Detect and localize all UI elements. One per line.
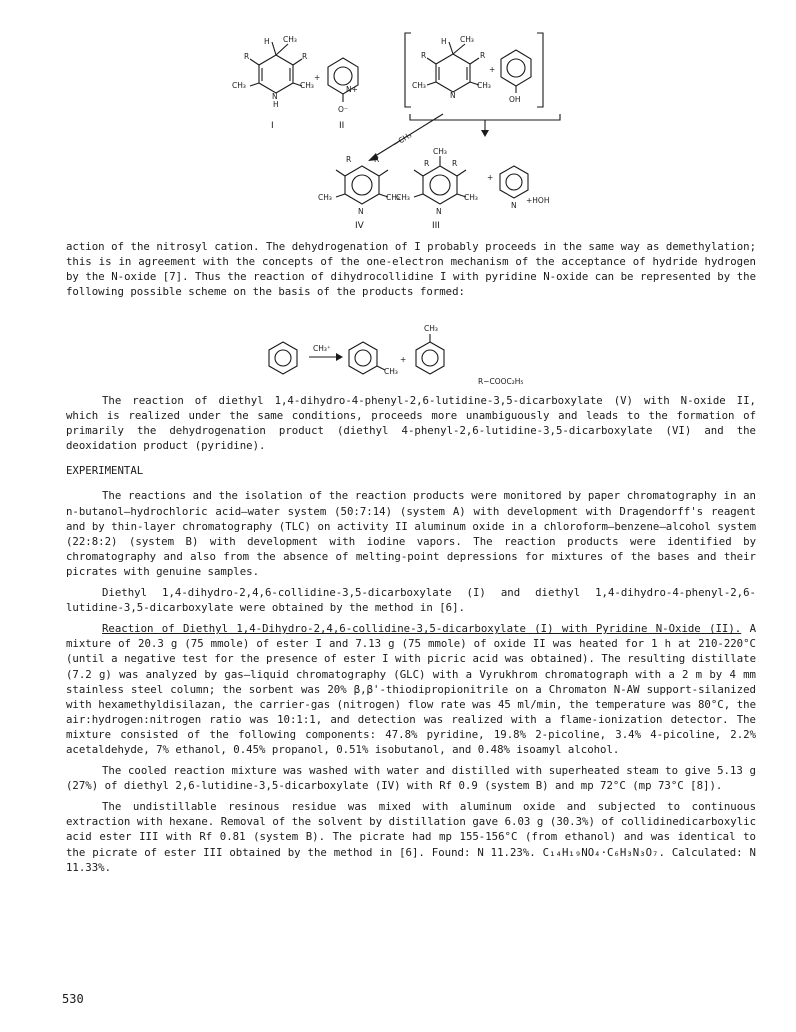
reaction-scheme-1: [0, 0, 796, 232]
plus-3: +: [487, 173, 494, 182]
label-CH3-int-left: CH₃: [412, 81, 426, 90]
label-H-I: H: [264, 37, 270, 46]
label-CH3-I-left: CH₃: [232, 81, 246, 90]
compound-label-III: III: [432, 221, 440, 231]
label-R-IV-right: R: [374, 155, 380, 164]
label-CH3-III-right: CH₃: [464, 193, 478, 202]
label-R-III-left: R: [424, 159, 430, 168]
reaction-scheme-2: [0, 322, 796, 392]
plus-1: +: [314, 73, 321, 82]
paragraph-7: The undistillable resinous residue was mixed with aluminum oxide and subjected to continuous extraction with hexane. Removal of the solvent by distillation gave 6.03 g (30.3%) of collidinedicarboxylic acid ester III with Rf 0.81 (system B). The picrate had mp 155-156°C (from ethanol) and was identical to the picrate of ester III obtained by the method in [6]. Found: N 11.23%. C₁₄H₁₉NO₄·C₆H₃N₃O₇. Calculated: N 11.33%.: [66, 800, 756, 874]
plus-scheme2: +: [400, 355, 407, 364]
label-N-III: N: [436, 207, 442, 216]
label-N-int: N: [450, 91, 456, 100]
paragraph-5: [66, 621, 756, 757]
label-CH3-IV-right: CH₃: [386, 193, 400, 202]
pyridine-ring-left: [269, 342, 297, 374]
label-R-III-right: R: [452, 159, 458, 168]
label-CH3-4-picoline: CH₃: [424, 324, 438, 333]
section-heading-experimental: EXPERIMENTAL: [66, 464, 144, 478]
plus-2: +: [489, 65, 496, 74]
pyridine-product-ring: [500, 166, 528, 198]
label-R-I-right: R: [302, 52, 308, 61]
intermediate-ring: [436, 54, 470, 92]
compound-label-I: I: [271, 121, 274, 131]
label-CH3-int-right: CH₃: [477, 81, 491, 90]
label-OH-int: OH: [509, 95, 521, 104]
label-Nplus-II: N+: [346, 85, 358, 94]
text-block-1: [66, 239, 756, 305]
label-CH3-I-right: CH₃: [300, 81, 314, 90]
label-R-definition: R−COOC₂H₅: [478, 377, 524, 386]
label-R-int-right: R: [480, 51, 486, 60]
label-H-int: H: [441, 37, 447, 46]
paragraph-6: The cooled reaction mixture was washed with water and distilled with superheated steam to give 5.13 g (27%) of diethyl 2,6-lutidine-3,5-dicarboxylate (IV) with Rf 0.9 (system B) and mp 72°C (mp 73°C [8]).: [66, 764, 756, 793]
label-N-I: N: [272, 92, 278, 101]
picoline-ring-2: [349, 342, 377, 374]
label-R-IV-left: R: [346, 155, 352, 164]
label-CH3-plus: CH₃⁺: [313, 344, 331, 353]
label-O-II: O⁻: [338, 105, 348, 114]
label-HOH: +HOH: [526, 196, 550, 205]
compound-label-II: II: [339, 121, 345, 131]
intermediate-pyridinium-ring: [501, 50, 531, 86]
label-CH3-III-left: CH₃: [396, 193, 410, 202]
label-CH3-2-picoline: CH₃: [384, 367, 398, 376]
paragraph-5-title: Reaction of Diethyl 1,4-Dihydro-2,4,6-collidine-3,5-dicarboxylate (I) with Pyridine N-Oxide (II).: [102, 622, 742, 636]
label-CH3-int: CH₃: [460, 35, 474, 44]
compound-III-ring: [423, 166, 457, 204]
text-block-2: [66, 393, 756, 881]
label-CH3-IV-left: CH₃: [318, 193, 332, 202]
compound-I-ring: [259, 55, 293, 93]
label-minus-CH3: −CH₃: [391, 130, 414, 149]
paragraph-2: The reaction of diethyl 1,4-dihydro-4-phenyl-2,6-lutidine-3,5-dicarboxylate (V) with N-oxide II, which is realized under the same conditions, proceeds more unambiguously and leads to the formation of primarily the dehydrogenation product (diethyl 4-phenyl-2,6-lutidine-3,5-dicarboxylate (VI) and the deoxidation product (pyridine).: [66, 394, 756, 453]
paragraph-4: Diethyl 1,4-dihydro-2,4,6-collidine-3,5-dicarboxylate (I) and diethyl 1,4-dihydro-4-phenyl-2,6-lutidine-3,5-dicarboxylate were obtained by the method in [6].: [66, 586, 756, 615]
compound-label-IV: IV: [355, 221, 364, 231]
label-N-IV: N: [358, 207, 364, 216]
compound-IV-ring: [345, 166, 379, 204]
paragraph-3: The reactions and the isolation of the reaction products were monitored by paper chromatography in an n-butanol—hydrochloric acid—water system (50:7:14) (system A) with development with Dragendorff's reagent and by thin-layer chromatography (TLC) on activity II aluminum oxide in a chloroform—benzene—alcohol system (22:8:2) (system B) with development with iodine vapors. The reaction products were identified by chromatography and also from the absence of melting-point depressions for mixtures of the bases and their picrates with genuine samples.: [66, 489, 756, 578]
label-N-pyridine: N: [511, 201, 517, 210]
paragraph-5-body: A mixture of 20.3 g (75 mmole) of ester I and 7.13 g (75 mmole) of oxide II was heated for 1 h at 210-220°C (until a negative test for the presence of ester I with picric acid was obtained). The resulting distillate (7.2 g) was analyzed by gas—liquid chromatography (GLC) with a Vyrukhrom chromatograph with a 2 m by 4 mm stainless steel column; the sorbent was 20% β,β'-thiodipropionitrile on a Chromaton N-AW support-silanized with hexamethyldisilazan, the carrier-gas (nitrogen) flow rate was 45 ml/min, the temperature was 80°C, the air:hydrogen:nitrogen ratio was 10:1:1, and detection was realized with a flame-ionization detector. The mixture consisted of the following components: 47.8% pyridine, 19.8% 2-picoline, 3.4% 4-picoline, 2.2% acetaldehyde, 7% ethanol, 0.45% propanol, 0.51% isobutanol, and 0.48% isoamyl alcohol.: [66, 622, 757, 756]
label-NH-I: H: [273, 100, 279, 109]
label-R-I-left: R: [244, 52, 250, 61]
page-number: 530: [62, 992, 84, 1006]
label-CH3-III-top: CH₃: [433, 147, 447, 156]
label-CH3-I: CH₃: [283, 35, 297, 44]
picoline-ring-4: [416, 342, 444, 374]
label-R-int-left: R: [421, 51, 427, 60]
paragraph-1: action of the nitrosyl cation. The dehydrogenation of I probably proceeds in the same way as demethylation; this is in agreement with the concepts of the one-electron mechanism of the acceptance of hydride hydrogen by the N-oxide [7]. Thus the reaction of dihydrocollidine I with pyridine N-oxide can be represented by the following possible scheme on the basis of the products formed:: [66, 240, 756, 299]
